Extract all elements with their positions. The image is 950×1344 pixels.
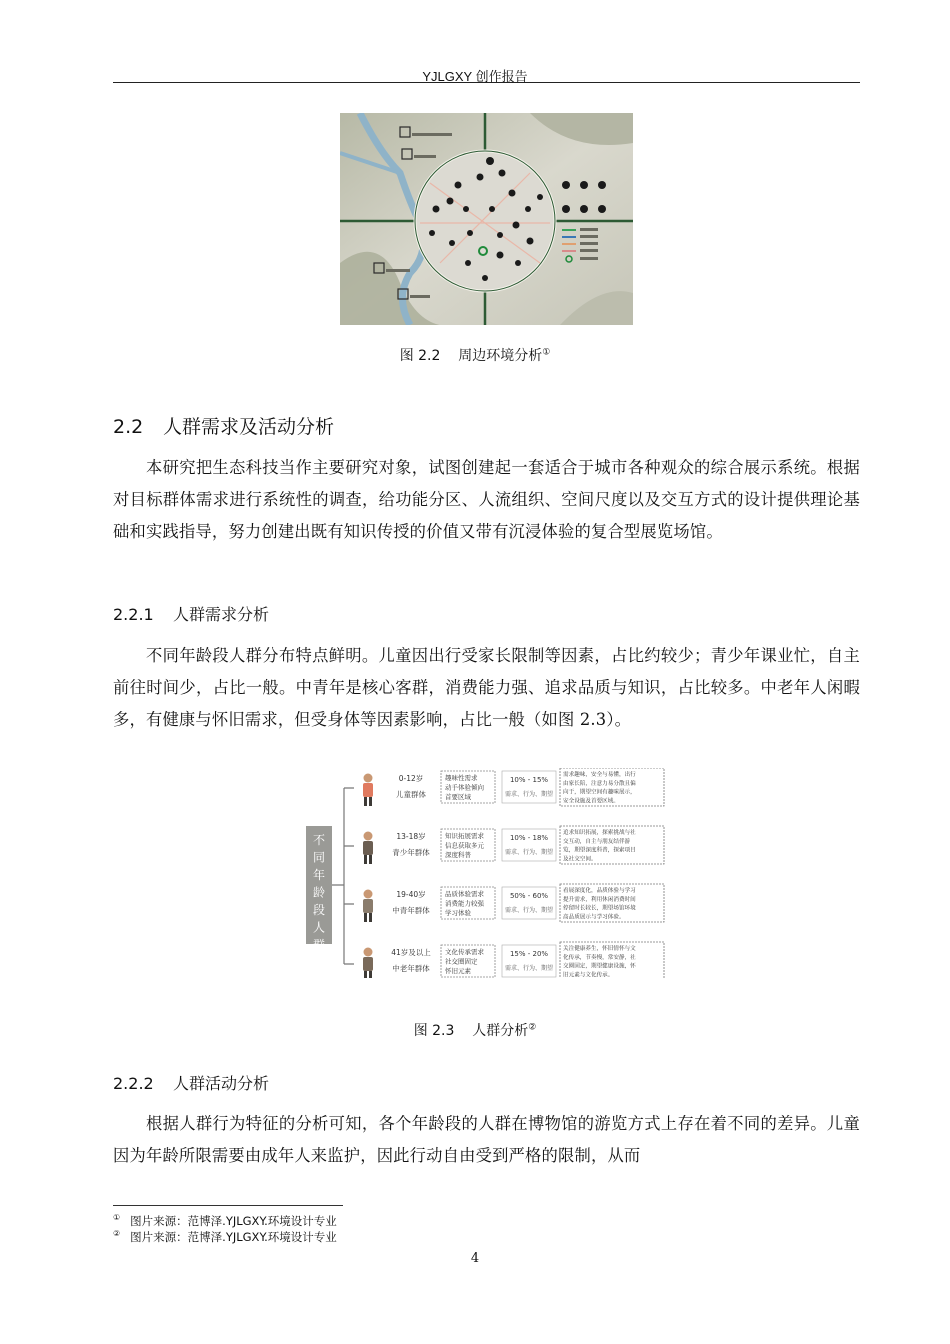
body-paragraph-2: 不同年龄段人群分布特点鲜明。儿童因出行受家长限制等因素，占比约较少；青少年课业忙，自主前往时间少，占比一般。中青年是核心客群，消费能力强、追求品质与知识，占比较多。中老年人闲暇多，有健康与怀旧需求，但受身体等因素影响，占比一般（如图 2.3）。 bbox=[113, 646, 860, 729]
header-rule bbox=[113, 82, 860, 83]
person-body bbox=[363, 957, 373, 971]
figure-2-3-caption bbox=[0, 1020, 950, 1040]
section-title: 人群需求及活动分析 bbox=[163, 416, 335, 438]
description-line: 提升需求，利用休闲消费时间 bbox=[563, 896, 636, 903]
need-item: 学习体验 bbox=[445, 909, 471, 917]
description-line: 安全设施及首要区域。 bbox=[563, 798, 619, 805]
behavior-label: 需求、行为、期望 bbox=[504, 965, 554, 972]
page-number: 4 bbox=[470, 1251, 480, 1266]
group-name-label: 中青年群体 bbox=[392, 906, 430, 915]
figure-label: 图 2.3 bbox=[413, 1023, 455, 1039]
subsection-number: 2.2.2 bbox=[113, 1074, 154, 1093]
person-body bbox=[363, 783, 373, 797]
person-head bbox=[364, 948, 373, 957]
root-label-char: 年 bbox=[312, 868, 326, 882]
age-range-label: 0-12岁 bbox=[398, 774, 424, 783]
person-leg bbox=[369, 797, 372, 806]
section-number: 2.2 bbox=[113, 416, 144, 438]
age-range-label: 13-18岁 bbox=[396, 832, 426, 841]
footnote-mark: ① bbox=[113, 1213, 121, 1223]
age-group-row bbox=[363, 942, 664, 978]
age-range-label: 41岁及以上 bbox=[391, 948, 431, 957]
figure-2-2-caption bbox=[0, 345, 950, 365]
person-body bbox=[363, 899, 373, 913]
description-line: 旧元素与文化传承。 bbox=[563, 972, 614, 978]
footnote-text: 图片来源：范博泽.YJLGXY.环境设计专业 bbox=[130, 1214, 337, 1228]
footnote-2 bbox=[113, 1229, 337, 1245]
person-leg bbox=[364, 971, 367, 978]
behavior-label: 需求、行为、期望 bbox=[504, 907, 554, 914]
need-item: 品质体验需求 bbox=[445, 890, 484, 898]
person-leg bbox=[369, 913, 372, 922]
need-item: 消费能力较强 bbox=[445, 899, 484, 908]
body-paragraph-3: 根据人群行为特征的分析可知，各个年龄段的人群在博物馆的游览方式上存在着不同的差异。儿童因为年龄所限需要由成年人来监护，因此行动自由受到严格的限制，从而 bbox=[113, 1114, 860, 1165]
person-body bbox=[363, 841, 373, 855]
share-value: 10% - 18% bbox=[509, 834, 549, 842]
share-value: 50% - 60% bbox=[509, 892, 549, 900]
running-header: YJLGXY 创作报告 bbox=[422, 69, 528, 84]
figure-title: 人群分析 bbox=[472, 1023, 529, 1039]
subsection-title: 人群需求分析 bbox=[173, 605, 270, 624]
behavior-label: 需求、行为、期望 bbox=[504, 849, 554, 856]
description-line: 览，期望深度科普，探索项目 bbox=[563, 847, 636, 854]
need-item: 趣味性需求 bbox=[445, 774, 478, 782]
behavior-label: 需求、行为、期望 bbox=[504, 791, 554, 798]
figure-title: 周边环境分析 bbox=[458, 348, 543, 364]
root-label-char: 人 bbox=[312, 920, 326, 935]
root-label-char: 段 bbox=[312, 903, 326, 917]
person-leg bbox=[369, 855, 372, 864]
root-label-char: 同 bbox=[312, 850, 326, 865]
description-line: 看展深度化，品质体验与学习 bbox=[563, 888, 636, 894]
need-item: 动手体验倾向 bbox=[445, 783, 484, 792]
environment-map-figure bbox=[340, 113, 633, 325]
age-group-row bbox=[363, 884, 664, 922]
root-label-char: 群 bbox=[312, 938, 326, 952]
figure-label: 图 2.2 bbox=[399, 348, 441, 364]
description-line: 需求趣味，安全与易懂，出行 bbox=[563, 772, 636, 778]
environment-map-image bbox=[340, 113, 633, 325]
root-label-char: 龄 bbox=[312, 885, 326, 900]
need-item: 怀旧元素 bbox=[445, 967, 471, 975]
person-head bbox=[364, 832, 373, 841]
footnote-rule bbox=[113, 1205, 343, 1206]
section-heading-2-2 bbox=[113, 412, 334, 439]
person-leg bbox=[364, 913, 367, 922]
description-line: 高品质展示与学习体验。 bbox=[563, 914, 625, 921]
crowd-analysis-diagram bbox=[306, 768, 666, 978]
person-leg bbox=[369, 971, 372, 978]
need-item: 信息获取多元 bbox=[445, 841, 484, 850]
description-line: 交圈固定，期望健康设施，怀 bbox=[563, 963, 636, 970]
description-line: 停留时长较长，期望场馆环境 bbox=[563, 905, 636, 912]
subsection-number: 2.2.1 bbox=[113, 605, 154, 624]
description-line: 及社交空间。 bbox=[563, 856, 597, 863]
crowd-analysis-figure bbox=[306, 768, 666, 978]
root-label-chars bbox=[313, 833, 325, 952]
description-line: 关注健康养生，怀旧情怀与文 bbox=[563, 946, 636, 952]
age-group-row bbox=[363, 768, 664, 806]
age-group-row bbox=[363, 826, 664, 864]
description-line: 向于，期望空间有趣味展示， bbox=[563, 789, 636, 796]
person-leg bbox=[364, 855, 367, 864]
subsection-heading-2-2-1 bbox=[113, 602, 269, 625]
group-name-label: 中老年群体 bbox=[392, 964, 430, 973]
need-item: 深度科普 bbox=[445, 851, 471, 859]
description-line: 由家长陪，注意力易分散且偏 bbox=[563, 780, 636, 787]
need-item: 社交圈固定 bbox=[445, 957, 478, 966]
description-line: 交互动，自主与朋友结伴游 bbox=[563, 838, 631, 845]
subsection-heading-2-2-2 bbox=[113, 1071, 269, 1094]
need-item: 知识拓展需求 bbox=[445, 832, 484, 840]
share-value: 15% - 20% bbox=[509, 950, 549, 958]
need-item: 首要区域 bbox=[445, 793, 471, 801]
description-line: 追求知识拓展，探索挑战与社 bbox=[563, 830, 636, 836]
footnote-ref: ① bbox=[542, 347, 551, 358]
footnote-ref: ② bbox=[528, 1022, 537, 1033]
share-value: 10% - 15% bbox=[509, 776, 549, 784]
person-head bbox=[364, 890, 373, 899]
subsection-title: 人群活动分析 bbox=[173, 1074, 270, 1093]
age-range-label: 19-40岁 bbox=[396, 890, 426, 899]
root-label-char: 不 bbox=[312, 833, 326, 847]
footnote-mark: ② bbox=[113, 1229, 121, 1239]
need-item: 文化传承需求 bbox=[445, 948, 484, 956]
footnote-text: 图片来源：范博泽.YJLGXY.环境设计专业 bbox=[130, 1230, 337, 1244]
body-paragraph-1: 本研究把生态科技当作主要研究对象，试图创建起一套适合于城市各种观众的综合展示系统。根据对目标群体需求进行系统性的调查，给功能分区、人流组织、空间尺度以及交互方式的设计提供理论基础和实践指导，努力创建出既有知识传授的价值又带有沉浸体验的复合型展览场馆。 bbox=[113, 458, 860, 541]
person-head bbox=[364, 774, 373, 783]
group-name-label: 青少年群体 bbox=[392, 848, 430, 857]
person-leg bbox=[364, 797, 367, 806]
group-name-label: 儿童群体 bbox=[396, 790, 426, 799]
description-line: 化传承，节奏慢，常安静，社 bbox=[563, 954, 636, 961]
footnote-1 bbox=[113, 1213, 337, 1229]
